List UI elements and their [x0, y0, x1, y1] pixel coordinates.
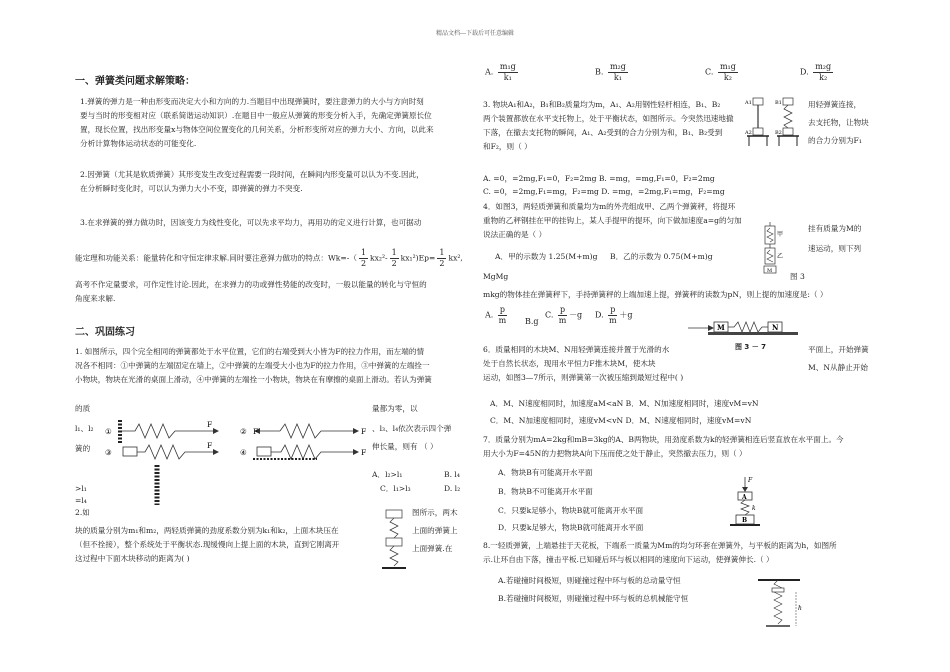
text-line: 这过程中下面木块移动的距离为( ): [75, 554, 190, 564]
s1-paragraph-3a: 3.在求弹簧的弹力做功时，因该变力为线性变化，可以先求平均力，再用功的定义进行计算，也可据动: [80, 218, 422, 227]
q8-text: [483, 539, 837, 567]
label-A: A: [742, 494, 747, 501]
arrow-head: [742, 487, 748, 492]
text-line: 2.因弹簧（尤其是软质弹簧）其形变发生改变过程需要一段时间，在瞬间内形变量可以认为不变.因此，: [80, 170, 424, 179]
block-shape: [783, 98, 793, 105]
text-line: 重物的乙秤钢挂在甲的挂钩上，某人手提甲的提环，向下做加速度a=g的匀加: [483, 216, 742, 226]
block-shape: [257, 447, 271, 456]
spring-shape: [390, 518, 398, 538]
figure-3-caption: 图 3: [790, 272, 805, 281]
spring-shape: [741, 500, 749, 515]
arrow-head: [213, 449, 219, 455]
q2-option-b: B. $\frac{\text{m₂g}}{\text{k₁}}$: [595, 62, 626, 82]
text-line: 能定理和功能关系：能量转化和守恒定律求解.同时要注意弹力做功的特点：Wk=-（: [75, 253, 357, 263]
text-line: 置，现长位置，找出形变量x与物体空间位置变化的几何关系，分析形变所对应的弹力大小、方向，以此来: [80, 125, 434, 135]
ground-shape: [708, 332, 798, 335]
text-line: （但不拴接），整个系统处于平衡状态.现缓慢向上提上面的木块，直到它刚离开: [75, 540, 340, 550]
q3-figure: [745, 96, 807, 154]
text-line: 下落，在撤去支托物的瞬间，A₁、A₂受到的合力分别为和，B₁、B₂受到: [483, 128, 723, 138]
block-shape: [753, 128, 763, 135]
q2-options: [485, 62, 865, 94]
fraction-half: $\frac{1}{2}$: [439, 248, 445, 268]
s1-paragraph-3c: [75, 278, 427, 306]
label-2: ②: [240, 427, 247, 436]
label-k: k: [752, 505, 756, 512]
label-F: F: [207, 441, 213, 450]
q1-option-a: A．l₂>l₁: [372, 470, 403, 479]
text-line: 在分析瞬时变化时，可以认为弹力大小不变，即弹簧的弹力不突变.: [80, 184, 303, 194]
text-line: 处于自然长状态，现用水平恒力F推木块M，使木块: [483, 359, 656, 369]
spring-shape: [774, 580, 782, 624]
page-header: 精品文档---下载后可任意编辑: [435, 30, 515, 37]
spring-shape: [137, 445, 195, 459]
q8-option-b: B.若碰撞时间极短，则碰撞过程中环与板的总机械能守恒: [498, 594, 689, 603]
label-A1: A1: [745, 100, 752, 106]
label-B: B: [742, 517, 748, 524]
text-line: 1.弹簧的弹力是一种由形变而决定大小和方向的力.当题目中出现弹簧时，要注意弹力的大小与方向时刻: [80, 97, 424, 106]
q6-options-2: C．M、N加速度相同时，速度vM<vN D．M、N速度相同时，速度vM=vN: [490, 416, 752, 425]
spring-shape: [280, 424, 335, 438]
label-F: F: [361, 427, 367, 436]
q3-side: 用轻弹簧连接，: [808, 100, 862, 109]
text-line: 用大小为F=45N的力把物块A向下压而使之处于静止，突然撤去压力，则（ ）: [483, 449, 747, 459]
fraction-half: $\frac{1}{2}$: [360, 248, 367, 268]
block-shape: [783, 128, 793, 135]
label-jia: 甲: [777, 231, 784, 238]
q2-text: [75, 524, 339, 566]
spring-shape: [784, 105, 792, 128]
label-F: F: [207, 420, 213, 429]
section1-title: 一、弹簧类问题求解策略：: [75, 76, 195, 87]
label-F: F: [253, 427, 259, 436]
option-fraction: $\frac{\text{m₁g}}{\text{k₂}}$: [719, 62, 736, 82]
q4-side: 速运动，则下列: [808, 244, 862, 253]
q4-text: [483, 200, 742, 242]
q2-number: 2.如: [75, 508, 90, 517]
q1-fragment: >l₁: [75, 484, 87, 493]
q1-fragment: =l₄: [75, 496, 87, 505]
section2-title: 二、巩固练习: [75, 327, 135, 338]
text-line: 况各不相同：①中弹簧的左端固定在墙上，②中弹簧的左端受大小也为F的拉力作用，③中弹簧的左端拴一: [75, 361, 430, 371]
q7-figure: [730, 474, 770, 534]
q5-option-a: A. $\frac{p}{m}$: [485, 305, 507, 325]
arrow-head: [213, 428, 219, 434]
arrow-head: [353, 428, 359, 434]
q1-fragment: 簧的: [75, 444, 91, 453]
text-line: 小物块，物块在光滑的桌面上滑动，④中弹簧的左端拴一小物块，物块在有摩擦的桌面上滑动。若认为弹簧: [75, 375, 432, 385]
q5-option-c: C. $\frac{p}{m}$ －g: [545, 305, 583, 325]
q5-text: mkg的物体挂在弹簧秤下，手持弹簧秤的上端加速上提，弹簧秤的读数为pN，则上提的加速度是:（ ）: [483, 290, 828, 299]
s1-paragraph-1: [80, 95, 434, 151]
q4-option-b: B．乙的示数为 0.75(M+m)g: [610, 252, 713, 261]
q2-figure: [380, 508, 410, 573]
text-line: 和F₂，则（ ）: [483, 142, 532, 152]
option-fraction: $\frac{\text{m₂g}}{\text{k₁}}$: [609, 62, 626, 82]
label-h: h: [798, 605, 802, 612]
option-fraction: $\frac{\text{m₁g}}{\text{k₁}}$: [499, 62, 516, 82]
block-shape: [123, 447, 137, 456]
q2-option-c: C. $\frac{\text{m₁g}}{\text{k₂}}$: [705, 62, 736, 82]
fraction-half: $\frac{1}{2}$: [391, 248, 397, 268]
q6-side: M、N从静止开始: [808, 363, 868, 372]
text-line: 4．如图3，两轻质弹簧和质量均为m的外壳组成甲、乙两个弹簧秤，将提环: [483, 202, 736, 211]
scale-body: [765, 226, 775, 244]
q3-side: 的合力分别为F₁: [808, 136, 862, 145]
ring-shape: [772, 588, 784, 592]
text-line: 8.一轻质弹簧，上端悬挂于天花板，下端系一质量为Mm的均匀环套在弹簧外，与平板的距离为h，如图所: [483, 541, 837, 550]
q2-option-d: D. $\frac{\text{m₂g}}{\text{k₂}}$: [800, 62, 832, 82]
label-A2: A2: [745, 130, 752, 136]
q1-fragment: l₁、l₂: [75, 424, 94, 433]
s1-paragraph-3b: 能定理和功能关系：能量转化和守恒定律求解.同时要注意弹力做功的特点：Wk=-（ $\frac{1}{2}$ kx₂²- $\frac{1}{2}$ kx₁²)Ep= $\frac{1}{2}$ kx²,: [75, 248, 463, 268]
spring-shape: [390, 546, 398, 566]
q3-options-1: A. =0，=2mg,F₁=0，F₂=2mg B. =mg，=mg,F₁=0，F₂=2mg: [483, 174, 715, 183]
label-B2: B2: [775, 130, 782, 136]
q5-option-b: B.g: [525, 317, 539, 326]
q1-option-d: D. l₂: [444, 484, 461, 493]
q1-text: [75, 345, 432, 387]
q3-options-2: C. =0，=2mg,F₁=mg，F₂=mg D. =mg，=2mg,F₁=mg，F₂=mg: [483, 187, 725, 196]
q4-option-a: A．甲的示数为 1.25(M+m)g: [495, 252, 598, 261]
label-4: ④: [240, 448, 247, 457]
q7-text: [483, 433, 844, 461]
q8-figure: [756, 578, 806, 638]
text-line: 3. 物块A₁和A₂，B₁和B₂质量均为m，A₁、A₂用钢性轻杆相连，B₁、B₂: [483, 100, 721, 109]
s1-paragraph-2: [80, 168, 424, 196]
q2-side: 图所示，两木: [412, 508, 458, 517]
text-line: 要与当时的形变相对应（联系简谐运动知识）.在题目中一般应从弹簧的形变分析入手，先确定弹簧原长位: [80, 111, 432, 121]
text-line: 说法正确的是（ ）: [483, 230, 547, 240]
q2-option-a: A. $\frac{\text{m₁g}}{\text{k₁}}$: [485, 62, 516, 82]
text-line: 运动，如图3—7所示，则弹簧第一次被压缩到最短过程中( ): [483, 373, 684, 383]
q5-option-d: D. $\frac{p}{m}$ ＋g: [595, 305, 633, 325]
q6-options-1: A．M、N速度相同时，加速度aM<aN B．M、N加速度相同时，速度vM=vN: [490, 399, 759, 408]
label-yi: 乙: [777, 253, 784, 260]
spring-shape: [728, 322, 768, 332]
text-line: 角度来求解.: [75, 294, 116, 304]
block-shape: [386, 538, 402, 546]
q4-figure: [760, 222, 800, 274]
text-line: 1. 如图所示，四个完全相同的弹簧都处于水平位置，它们的右端受到大小皆为F的拉力作用，而左端的情: [75, 347, 425, 356]
label-F: F: [361, 448, 367, 457]
label-N: N: [772, 323, 779, 332]
text-line: 两个装置都放在水平支托物上，处于平衡状态，如图所示。今突然迅速地撤: [483, 114, 734, 124]
arrow-head: [353, 449, 359, 455]
label-M: M: [717, 323, 725, 332]
label-3: ③: [105, 448, 112, 457]
q2-side: 上面弹簧.在: [412, 544, 453, 553]
label-M: M: [767, 268, 773, 274]
q7-option-a: A．物块B有可能离开水平面: [498, 468, 593, 477]
q3-side: 去支托物，让物块: [808, 118, 869, 127]
block-shape: [753, 98, 763, 105]
q1-option-b: B. l₄: [444, 470, 460, 479]
text-line: 示.让环自由下落，撞击平板.已知碰后环与板以相同的速度向下运动，使弹簧伸长.（ ）: [483, 555, 774, 565]
q3-text: [483, 98, 734, 154]
q1-side: 量都为零，以: [372, 404, 418, 413]
text-line: 高考不作定量要求，可作定性讨论.因此，在求弹力的功或弹性势能的改变时，一般以能量的转化与守恒的: [75, 280, 427, 289]
text-line: 7．质量分别为mA=2kg和mB=3kg的A、B两物块，用劲度系数为k的轻弹簧相连后竖直放在水平面上。今: [483, 435, 844, 444]
q2-side: 上面的弹簧上: [412, 526, 458, 535]
q6-text: [483, 343, 683, 385]
spring-shape: [271, 445, 335, 459]
q8-option-a: A.若碰撞时间极短，则碰撞过程中环与板的总动量守恒: [498, 576, 681, 585]
q6-side: 平面上，开始弹簧: [808, 345, 869, 354]
q7-option-c: C．只要k足够小，物块B就可能离开水平面: [498, 506, 644, 515]
q1-option-c: C．l₁>l₃: [380, 484, 411, 493]
q4-side: 挂有质量为M的: [808, 224, 862, 233]
arrow-head: [708, 325, 714, 331]
q1-side: 、l₃、l₄依次表示四个弹: [372, 424, 452, 433]
text-line: 分析计算物体运动状态的可能变化.: [80, 139, 197, 149]
option-fraction: $\frac{\text{m₂g}}{\text{k₂}}$: [815, 62, 832, 82]
label-B1: B1: [775, 100, 782, 106]
label-1: ①: [105, 427, 112, 436]
q7-option-b: B．物块B不可能离开水平面: [498, 487, 593, 496]
spring-shape: [122, 424, 191, 438]
q5-options: [485, 305, 665, 333]
label-F: F: [748, 477, 753, 484]
figure-3-7-caption: 图 3 － 7: [735, 343, 767, 351]
mgmg-label: MgMg: [483, 272, 509, 281]
q7-option-d: D．只要k足够大，物块B就可能离开水平面: [498, 523, 644, 532]
q1-spring-figure: [95, 415, 375, 515]
text-line: 块的质量分别为m₁和m₂，两轻质弹簧的劲度系数分别为k₁和k₂，上面木块压在: [75, 526, 339, 535]
q1-side: 伸长量，则有 （ ）: [372, 442, 438, 451]
q1-fragment: 的质: [75, 404, 91, 413]
q6-figure: [688, 318, 808, 340]
block-shape: [386, 510, 402, 518]
text-line: 6．质量相同的木块M、N用轻弹簧连接并置于光滑的水: [483, 345, 670, 354]
